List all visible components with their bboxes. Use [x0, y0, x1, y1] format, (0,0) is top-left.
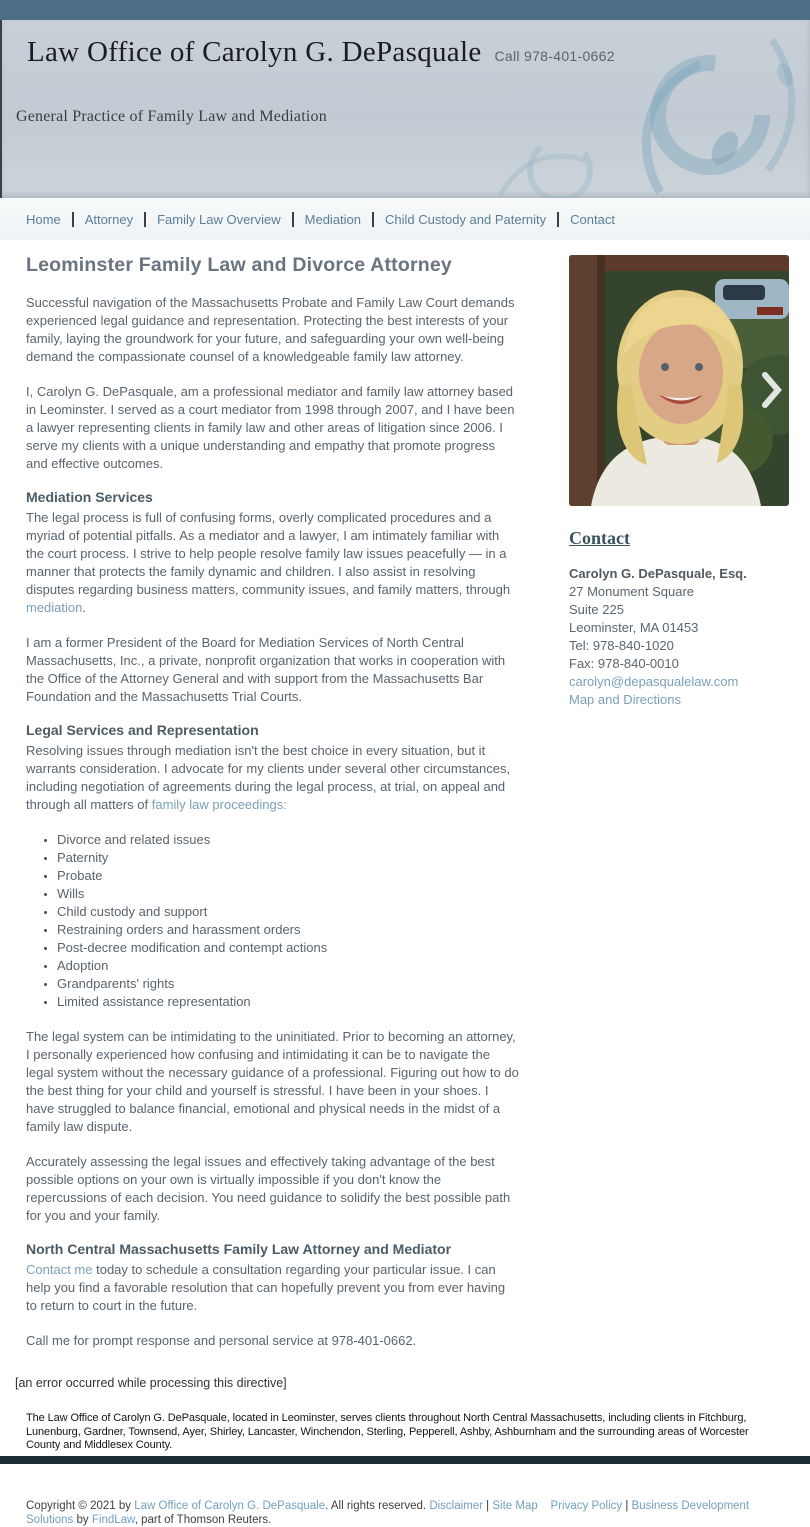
list-item: • Post-decree modification and contempt actions [57, 939, 519, 957]
attorney-photo [569, 255, 789, 506]
contact-address-line: Suite 225 [569, 602, 624, 617]
nav-item-child-custody[interactable]: Child Custody and Paternity [385, 211, 547, 227]
nav-divider [144, 212, 146, 227]
assessing-paragraph: Accurately assessing the legal issues and effectively taking advantage of the best possible options on your own is virtually impossible if you don't know the repercussions of each decision. You need guidance to solidify the best possible path for you and your family. [26, 1154, 511, 1223]
list-item: • Child custody and support [57, 903, 519, 921]
footer-disclaimer: The Law Office of Carolyn G. DePasquale, located in Leominster, serves clients throughout North Central Massachusetts, including clients in Fitchburg, Lunenburg, Gardner, Townsend, Ayer, Shirley, Lancaster, Winchendon, Sterling, Pepperell, Ashby, Ashburnham and the surrounding areas of Worcester County and Middlesex County. [26, 1412, 749, 1451]
site-title: Law Office of Carolyn G. DePasquale [27, 36, 482, 68]
site-header [0, 20, 810, 198]
contact-city-state: Leominster, MA 01453 [569, 620, 699, 635]
nav-item-family-law-overview[interactable]: Family Law Overview [157, 211, 281, 227]
nav-divider [72, 212, 74, 227]
site-map-link[interactable]: Site Map [492, 1499, 538, 1512]
legal-services-heading: Legal Services and Representation [26, 722, 259, 738]
mediation-link[interactable]: mediation [26, 600, 83, 615]
intro-paragraph-2: I, Carolyn G. DePasquale, am a professional mediator and family law attorney based in Leominster. I served as a court mediator from 1998 through 2007, and I have been a lawyer representing clients in family law and other areas of litigation since 2006. I serve my clients with a unique understanding and empathy that promote progress and effective outcomes. [26, 384, 515, 471]
firm-link[interactable]: Law Office of Carolyn G. DePasquale [134, 1499, 326, 1512]
nav-item-attorney[interactable]: Attorney [84, 211, 134, 227]
main-column [26, 240, 519, 1350]
closing-paragraph [26, 1261, 519, 1315]
list-item: • Divorce and related issues [57, 831, 519, 849]
list-item: • Grandparents' rights [57, 975, 519, 993]
nav-item-contact[interactable]: Contact [570, 211, 615, 227]
mediation-paragraph-2: I am a former President of the Board for Mediation Services of North Central Massachusetts, Inc., a private, nonprofit organization that works in cooperation with the Office of the Attorney General and with support from the Massachusetts Bar Foundation and the Massachusetts Trial Courts. [26, 635, 506, 704]
legal-paragraph-text: Resolving issues through mediation isn't the best choice in every situation, but it warrants consideration. I advocate for my clients under several other circumstances, including negotiation of agreements during the legal process, at trial, on appeal and through all matters of [26, 743, 511, 812]
copyright-prefix: Copyright © 2021 by [26, 1499, 135, 1512]
list-item: • Wills [57, 885, 519, 903]
copyright-separator: | [622, 1499, 632, 1512]
privacy-policy-link[interactable]: Privacy Policy [550, 1499, 623, 1512]
mediation-paragraph-1 [26, 509, 519, 617]
attorney-portrait-image [569, 255, 789, 506]
map-directions-link[interactable]: Map and Directions [569, 692, 681, 707]
copyright-by: by [73, 1513, 92, 1526]
family-law-proceedings-link[interactable]: family law proceedings: [151, 797, 287, 812]
contact-heading: Contact [569, 528, 630, 548]
contact-tel: Tel: 978-840-1020 [569, 638, 674, 653]
disclaimer-link[interactable]: Disclaimer [429, 1499, 483, 1512]
nav-divider [292, 212, 294, 227]
top-accent-bar [0, 0, 810, 20]
closing-heading: North Central Massachusetts Family Law Attorney and Mediator [26, 1241, 452, 1257]
mediation-paragraph-text: The legal process is full of confusing forms, overly complicated procedures and a myriad of potential pitfalls. As a mediator and a lawyer, I am intimately familiar with the court process. I strive to help people resolve family law issues peacefully — in a manner that protects the family dynamic and children. I also assist in resolving disputes regarding business matters, community issues, and family matters, through [26, 510, 511, 597]
contact-fax: Fax: 978-840-0010 [569, 656, 679, 671]
list-item: • Adoption [57, 957, 519, 975]
list-item: • Restraining orders and harassment orders [57, 921, 519, 939]
content-area [0, 240, 810, 1350]
closing-paragraph-text: today to schedule a consultation regarding your particular issue. I can help you find a favorable resolution that can hopefully prevent you from ever having to return to court in the future. [26, 1262, 506, 1313]
copyright-mid: . All rights reserved. [325, 1499, 430, 1512]
nav-item-mediation[interactable]: Mediation [304, 211, 362, 227]
legal-services-paragraph [26, 742, 519, 814]
nav-item-home[interactable]: Home [26, 211, 61, 227]
copyright-gap [538, 1500, 551, 1512]
page-title: Leominster Family Law and Divorce Attorney [26, 254, 452, 276]
list-item: • Probate [57, 867, 519, 885]
contact-name: Carolyn G. DePasquale, Esq. [569, 566, 747, 581]
ssi-error-notice: [an error occurred while processing this directive] [15, 1376, 287, 1390]
bottom-accent-bar [0, 1456, 810, 1464]
experience-paragraph: The legal system can be intimidating to the uninitiated. Prior to becoming an attorney, I personally experienced how confusing and intimidating it can be to navigate the legal system without the necessary guidance of a professional. Figuring out how to do the best thing for your child and yourself is stressful. I have been in your shoes. I have struggled to balance financial, emotional and physical needs in the midst of a family law dispute. [26, 1029, 519, 1134]
contact-me-link[interactable]: Contact me [26, 1262, 93, 1277]
list-item: • Limited assistance representation [57, 993, 519, 1011]
findlaw-link[interactable]: FindLaw [91, 1513, 135, 1526]
copyright-separator: | [482, 1499, 493, 1512]
site-tagline: General Practice of Family Law and Mediation [16, 108, 327, 125]
contact-email-link[interactable]: carolyn@depasqualelaw.com [569, 674, 739, 689]
contact-address-line: 27 Monument Square [569, 584, 695, 599]
copyright-suffix: , part of Thomson Reuters. [134, 1513, 272, 1526]
mediation-paragraph-end: . [82, 600, 86, 615]
practice-areas-list [26, 831, 519, 1011]
sidebar [569, 240, 789, 709]
list-item: • Paternity [57, 849, 519, 867]
main-nav [0, 198, 810, 240]
mediation-services-heading: Mediation Services [26, 489, 153, 505]
call-me-paragraph: Call me for prompt response and personal service at 978-401-0662. [26, 1333, 417, 1348]
header-phone: Call 978-401-0662 [494, 48, 615, 64]
business-development-solutions-link[interactable]: Business Development Solutions [26, 1499, 750, 1526]
nav-divider [372, 212, 374, 227]
copyright-line [26, 1499, 776, 1527]
nav-divider [557, 212, 559, 227]
intro-paragraph-1: Successful navigation of the Massachusetts Probate and Family Law Court demands experienced legal guidance and representation. Protecting the best interests of your family, laying the groundwork for your future, and safeguarding your own well-being demand the compassionate counsel of a knowledgeable family law attorney. [26, 295, 515, 364]
